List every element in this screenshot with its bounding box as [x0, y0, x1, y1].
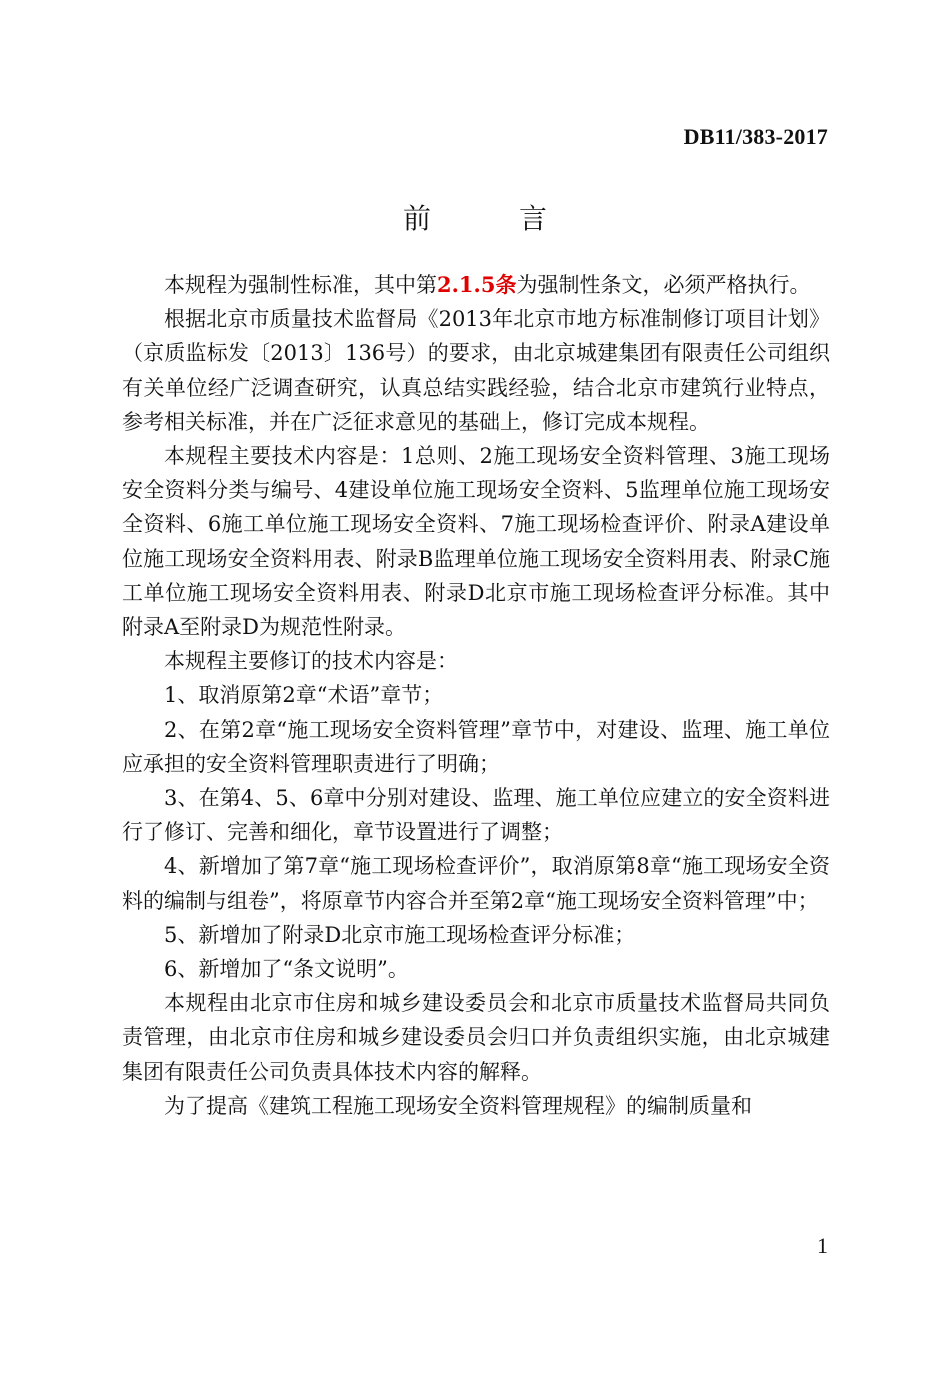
body-text: [122, 268, 830, 1123]
paragraph-mandatory: [122, 268, 830, 302]
revision-item: 2、在第2章“施工现场安全资料管理”章节中，对建设、监理、施工单位应承担的安全资料管理职责进行了明确；: [122, 717, 830, 776]
revision-item: 5、新增加了附录D北京市施工现场检查评分标准；: [164, 922, 636, 947]
revision-item: 3、在第4、5、6章中分别对建设、监理、施工单位应建立的安全资料进行了修订、完善和细化，章节设置进行了调整；: [122, 786, 830, 845]
revision-item: 1、取消原第2章“术语”章节；: [164, 683, 444, 708]
paragraph-basis: 根据北京市质量技术监督局《2013年北京市地方标准制修订项目计划》（京质监标发〔2013〕136号）的要求，由北京城建集团有限责任公司组织有关单位经广泛调查研究，认真总结实践经验，结合北京市建筑行业特点，参考相关标准，并在广泛征求意见的基础上，修订完成本规程。: [122, 307, 830, 434]
revision-item: 4、新增加了第7章“施工现场检查评价”，取消原第8章“施工现场安全资料的编制与组卷”，将原章节内容合并至第2章“施工现场安全资料管理”中；: [122, 854, 830, 913]
paragraph-revisions-intro: 本规程主要修订的技术内容是：: [164, 649, 458, 674]
revision-item: 6、新增加了“条文说明”。: [164, 957, 409, 982]
page-title: 前 言: [402, 202, 577, 235]
page-number: 1: [817, 1233, 828, 1258]
paragraph-text: 为强制性条文，必须严格执行。: [516, 273, 811, 297]
mandatory-clause-number: 2.1.5条: [437, 272, 517, 297]
document-code: DB11/383-2017: [683, 124, 828, 149]
paragraph-management: 本规程由北京市住房和城乡建设委员会和北京市质量技术监督局共同负责管理，由北京市住房和城乡建设委员会归口并负责组织实施，由北京城建集团有限责任公司负责具体技术内容的解释。: [122, 991, 830, 1084]
paragraph-main-content: 本规程主要技术内容是：1总则、2施工现场安全资料管理、3施工现场安全资料分类与编号、4建设单位施工现场安全资料、5监理单位施工现场安全资料、6施工单位施工现场安全资料、7施工现场检查评价、附录A建设单位施工现场安全资料用表、附录B监理单位施工现场安全资料用表、附录C施工单位施工现场安全资料用表、附录D北京市施工现场检查评分标准。其中附录A至附录D为规范性附录。: [122, 444, 830, 640]
paragraph-text: 本规程为强制性标准，其中第: [164, 273, 437, 297]
paragraph-feedback: 为了提高《建筑工程施工现场安全资料管理规程》的编制质量和: [164, 1093, 752, 1118]
